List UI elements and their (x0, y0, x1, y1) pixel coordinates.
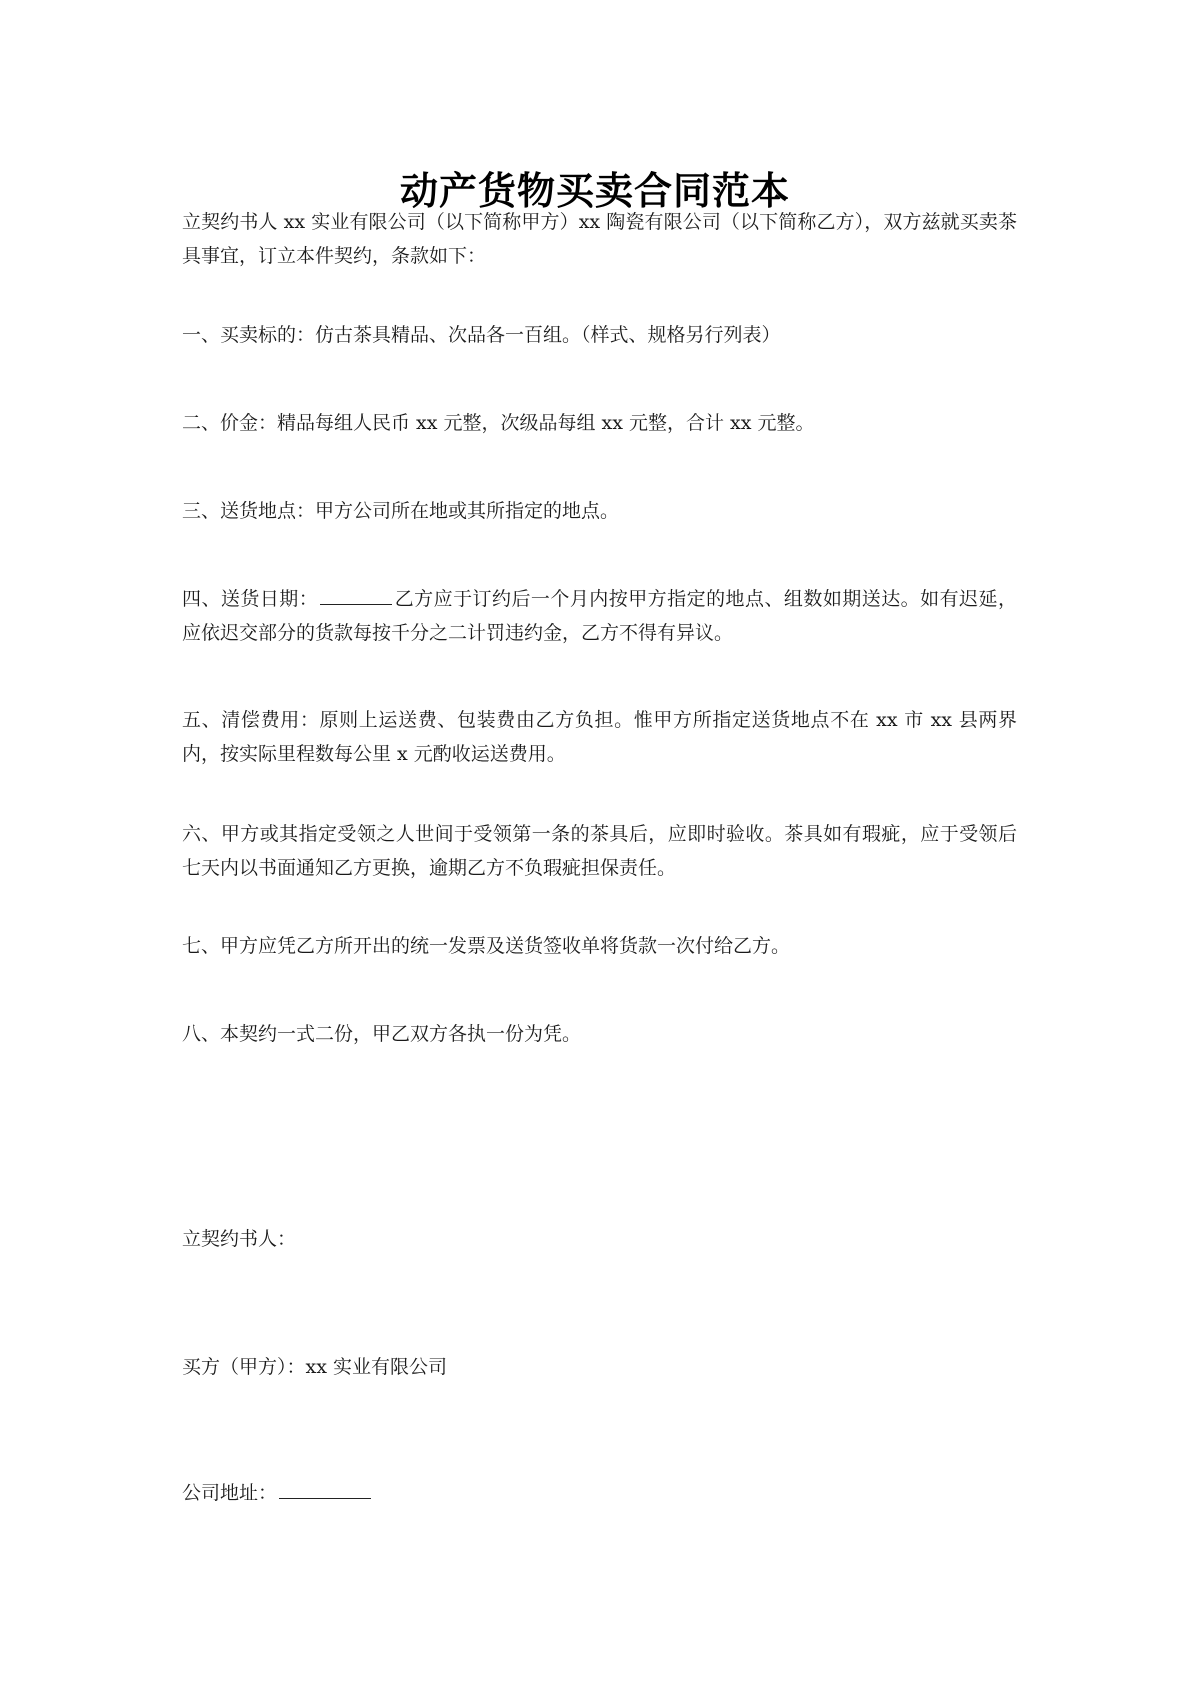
signature-heading: 立契约书人： (182, 1228, 297, 1250)
clause-4 (182, 582, 1017, 650)
buyer-line (182, 1350, 1017, 1384)
clause-3: 三、送货地点：甲方公司所在地或其所指定的地点。 (182, 500, 620, 522)
clause-4-text: 乙方应于订约后一个月内按甲方指定的地点、组数如期送达。如有迟延，应依迟交部分的货款每按千分之二计罚违约金，乙方不得有异议。 (182, 588, 1017, 644)
clause-1: 一、买卖标的：仿古茶具精品、次品各一百组。（样式、规格另行列表） (182, 324, 781, 346)
clause-2: 二、价金：精品每组人民币 xx 元整，次级品每组 xx 元整，合计 xx 元整。 (182, 412, 815, 434)
buyer-value: xx 实业有限公司 (305, 1356, 447, 1378)
address-label: 公司地址： (182, 1482, 278, 1504)
clause-6: 六、甲方或其指定受领之人世间于受领第一条的茶具后，应即时验收。茶具如有瑕疵，应于受领后七天内以书面通知乙方更换，逾期乙方不负瑕疵担保责任。 (182, 823, 1017, 879)
clause-5: 五、清偿费用：原则上运送费、包装费由乙方负担。惟甲方所指定送货地点不在 xx 市 xx 县两界内，按实际里程数每公里 x 元酌收运送费用。 (182, 709, 1017, 765)
intro-paragraph: 立契约书人 xx 实业有限公司（以下简称甲方）xx 陶瓷有限公司（以下简称乙方），双方兹就买卖茶具事宜，订立本件契约，条款如下： (182, 211, 1017, 267)
clause-8: 八、本契约一式二份，甲乙双方各执一份为凭。 (182, 1023, 582, 1045)
document-title: 动产货物买卖合同范本 (399, 169, 790, 213)
address-line (182, 1476, 1017, 1510)
delivery-date-blank[interactable] (320, 586, 392, 605)
clause-4-prefix: 四、送货日期： (182, 588, 319, 610)
address-blank[interactable] (279, 1480, 371, 1499)
clause-7: 七、甲方应凭乙方所开出的统一发票及送货签收单将货款一次付给乙方。 (182, 935, 791, 957)
buyer-label: 买方（甲方）： (182, 1356, 306, 1378)
